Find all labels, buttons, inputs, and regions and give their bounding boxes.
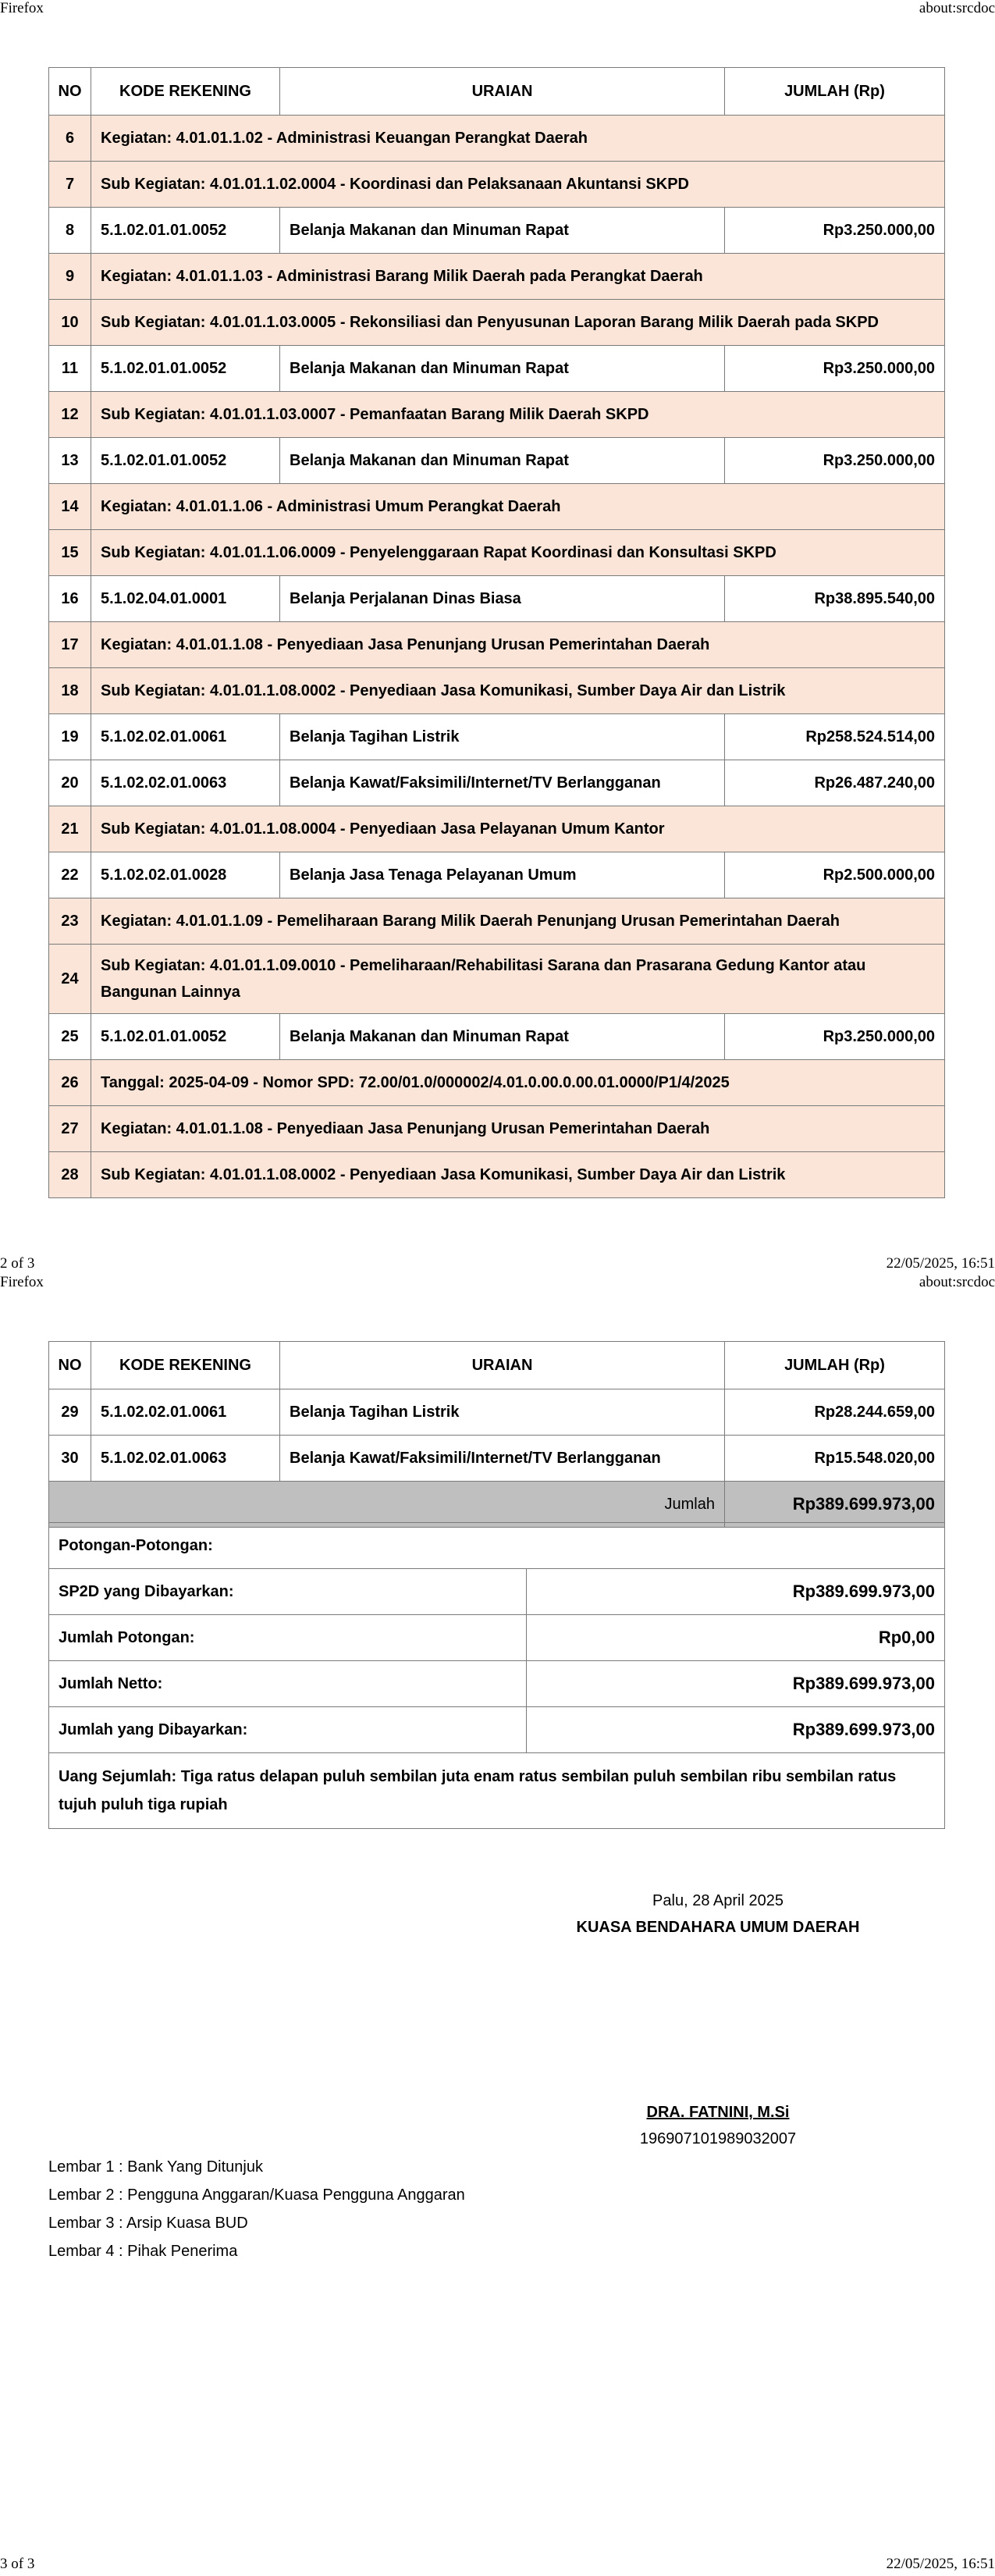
row-no: 19 [49, 714, 91, 760]
header-uraian: URAIAN [280, 68, 725, 116]
row-uraian: Belanja Makanan dan Minuman Rapat [280, 438, 725, 484]
table-row [49, 576, 945, 622]
row-no: 8 [49, 208, 91, 254]
table-header-row [49, 68, 945, 116]
row-no: 12 [49, 392, 91, 438]
row-kode: 5.1.02.02.01.0028 [91, 852, 280, 898]
row-kode: 5.1.02.04.01.0001 [91, 576, 280, 622]
row-group-text: Tanggal: 2025-04-09 - Nomor SPD: 72.00/01.0/000002/4.01.0.00.0.00.01.0000/P1/4/2025 [91, 1060, 945, 1106]
row-jumlah: Rp3.250.000,00 [725, 438, 945, 484]
row-no: 14 [49, 484, 91, 530]
row-no: 26 [49, 1060, 91, 1106]
summary-table [48, 1522, 945, 1829]
total-row [49, 1482, 945, 1528]
row-no: 17 [49, 622, 91, 668]
table-row [49, 852, 945, 898]
row-group-text: Sub Kegiatan: 4.01.01.1.08.0002 - Penyediaan Jasa Komunikasi, Sumber Daya Air dan Listrik [91, 668, 945, 714]
total-label: Jumlah [49, 1482, 725, 1528]
row-uraian: Belanja Makanan dan Minuman Rapat [280, 346, 725, 392]
row-jumlah: Rp3.250.000,00 [725, 208, 945, 254]
netto-value: Rp389.699.973,00 [527, 1661, 945, 1707]
row-group-text: Kegiatan: 4.01.01.1.03 - Administrasi Barang Milik Daerah pada Perangkat Daerah [91, 254, 945, 300]
row-no: 22 [49, 852, 91, 898]
row-jumlah: Rp258.524.514,00 [725, 714, 945, 760]
table-row [49, 530, 945, 576]
row-uraian: Belanja Makanan dan Minuman Rapat [280, 208, 725, 254]
table-row [49, 254, 945, 300]
table-row [49, 300, 945, 346]
row-group-text: Kegiatan: 4.01.01.1.09 - Pemeliharaan Barang Milik Daerah Penunjang Urusan Pemerintahan Daerah [91, 898, 945, 945]
row-jumlah: Rp3.250.000,00 [725, 346, 945, 392]
terbilang-row [49, 1753, 945, 1829]
page-number: 3 of 3 [0, 2556, 35, 2572]
row-group-text: Kegiatan: 4.01.01.1.02 - Administrasi Keuangan Perangkat Daerah [91, 116, 945, 162]
table-row [49, 1060, 945, 1106]
row-kode: 5.1.02.01.01.0052 [91, 1014, 280, 1060]
row-uraian: Belanja Tagihan Listrik [280, 714, 725, 760]
jumlah-potongan-label: Jumlah Potongan: [49, 1615, 527, 1661]
table-row [49, 806, 945, 852]
signature-name: DRA. FATNINI, M.Si [646, 2104, 790, 2121]
row-group-text: Sub Kegiatan: 4.01.01.1.02.0004 - Koordinasi dan Pelaksanaan Akuntansi SKPD [91, 162, 945, 208]
row-kode: 5.1.02.02.01.0063 [91, 760, 280, 806]
row-group-text: Sub Kegiatan: 4.01.01.1.08.0004 - Penyediaan Jasa Pelayanan Umum Kantor [91, 806, 945, 852]
potongan-label: Potongan-Potongan: [49, 1523, 945, 1569]
jumlah-potongan-value: Rp0,00 [527, 1615, 945, 1661]
sp2d-row [49, 1569, 945, 1615]
row-jumlah: Rp15.548.020,00 [725, 1436, 945, 1482]
row-group-text: Sub Kegiatan: 4.01.01.1.09.0010 - Pemeliharaan/Rehabilitasi Sarana dan Prasarana Gedung Kantor atau Bangunan Lainnya [91, 945, 945, 1014]
row-no: 7 [49, 162, 91, 208]
table-row [49, 1106, 945, 1152]
row-no: 15 [49, 530, 91, 576]
table-row [49, 484, 945, 530]
header-no: NO [49, 68, 91, 116]
table-row [49, 346, 945, 392]
table-row [49, 1436, 945, 1482]
row-no: 6 [49, 116, 91, 162]
netto-row [49, 1661, 945, 1707]
row-group-text: Sub Kegiatan: 4.01.01.1.08.0002 - Penyediaan Jasa Komunikasi, Sumber Daya Air dan Listrik [91, 1152, 945, 1198]
sp2d-value: Rp389.699.973,00 [527, 1569, 945, 1615]
header-uraian: URAIAN [280, 1342, 725, 1389]
row-no: 29 [49, 1389, 91, 1436]
row-group-text: Sub Kegiatan: 4.01.01.1.03.0005 - Rekonsiliasi dan Penyusunan Laporan Barang Milik Daerah pada SKPD [91, 300, 945, 346]
row-uraian: Belanja Tagihan Listrik [280, 1389, 725, 1436]
row-no: 21 [49, 806, 91, 852]
lembar-2: Lembar 2 : Pengguna Anggaran/Kuasa Pengguna Anggaran [48, 2186, 465, 2204]
rincian-table-page2 [48, 67, 945, 1198]
table-row [49, 1014, 945, 1060]
total-value: Rp389.699.973,00 [725, 1482, 945, 1528]
header-kode-rekening: KODE REKENING [91, 1342, 280, 1389]
browser-url-label: about:srcdoc [919, 0, 995, 16]
row-kode: 5.1.02.02.01.0061 [91, 714, 280, 760]
row-group-text: Kegiatan: 4.01.01.1.08 - Penyediaan Jasa Penunjang Urusan Pemerintahan Daerah [91, 1106, 945, 1152]
row-no: 24 [49, 945, 91, 1014]
row-jumlah: Rp28.244.659,00 [725, 1389, 945, 1436]
table-row [49, 208, 945, 254]
table-row [49, 1389, 945, 1436]
signature-nip: 196907101989032007 [639, 2130, 797, 2147]
row-kode: 5.1.02.01.01.0052 [91, 346, 280, 392]
rincian-table-page3 [48, 1341, 945, 1528]
dibayarkan-label: Jumlah yang Dibayarkan: [49, 1707, 527, 1753]
dibayarkan-row [49, 1707, 945, 1753]
table-row [49, 668, 945, 714]
row-jumlah: Rp38.895.540,00 [725, 576, 945, 622]
header-jumlah: JUMLAH (Rp) [725, 68, 945, 116]
table-row [49, 945, 945, 1014]
table-row [49, 760, 945, 806]
jumlah-potongan-row [49, 1615, 945, 1661]
potongan-row [49, 1523, 945, 1569]
table-row [49, 1152, 945, 1198]
row-no: 25 [49, 1014, 91, 1060]
row-kode: 5.1.02.01.01.0052 [91, 438, 280, 484]
signature-title: KUASA BENDAHARA UMUM DAERAH [576, 1919, 860, 1936]
page-number: 2 of 3 [0, 1255, 35, 1272]
sp2d-label: SP2D yang Dibayarkan: [49, 1569, 527, 1615]
lembar-1: Lembar 1 : Bank Yang Ditunjuk [48, 2158, 263, 2176]
row-no: 28 [49, 1152, 91, 1198]
row-uraian: Belanja Jasa Tenaga Pelayanan Umum [280, 852, 725, 898]
table-row [49, 438, 945, 484]
table-row [49, 392, 945, 438]
lembar-4: Lembar 4 : Pihak Penerima [48, 2243, 238, 2260]
row-kode: 5.1.02.02.01.0061 [91, 1389, 280, 1436]
row-jumlah: Rp2.500.000,00 [725, 852, 945, 898]
terbilang-text: Uang Sejumlah: Tiga ratus delapan puluh sembilan juta enam ratus sembilan puluh sembilan ribu sembilan ratus tujuh puluh tiga rupiah [49, 1753, 945, 1829]
row-group-text: Sub Kegiatan: 4.01.01.1.06.0009 - Penyelenggaraan Rapat Koordinasi dan Konsultasi SKPD [91, 530, 945, 576]
row-no: 27 [49, 1106, 91, 1152]
header-kode-rekening: KODE REKENING [91, 68, 280, 116]
row-no: 16 [49, 576, 91, 622]
header-jumlah: JUMLAH (Rp) [725, 1342, 945, 1389]
row-no: 18 [49, 668, 91, 714]
row-kode: 5.1.02.02.01.0063 [91, 1436, 280, 1482]
row-group-text: Sub Kegiatan: 4.01.01.1.03.0007 - Pemanfaatan Barang Milik Daerah SKPD [91, 392, 945, 438]
row-uraian: Belanja Kawat/Faksimili/Internet/TV Berlangganan [280, 760, 725, 806]
browser-app-label: Firefox [0, 1274, 44, 1290]
netto-label: Jumlah Netto: [49, 1661, 527, 1707]
row-group-text: Kegiatan: 4.01.01.1.08 - Penyediaan Jasa Penunjang Urusan Pemerintahan Daerah [91, 622, 945, 668]
row-no: 10 [49, 300, 91, 346]
row-no: 13 [49, 438, 91, 484]
print-timestamp: 22/05/2025, 16:51 [886, 2556, 995, 2572]
row-jumlah: Rp26.487.240,00 [725, 760, 945, 806]
header-no: NO [49, 1342, 91, 1389]
table-row [49, 622, 945, 668]
table-row [49, 162, 945, 208]
row-jumlah: Rp3.250.000,00 [725, 1014, 945, 1060]
row-kode: 5.1.02.01.01.0052 [91, 208, 280, 254]
dibayarkan-value: Rp389.699.973,00 [527, 1707, 945, 1753]
row-no: 23 [49, 898, 91, 945]
browser-url-label: about:srcdoc [919, 1274, 995, 1290]
table-row [49, 116, 945, 162]
row-no: 20 [49, 760, 91, 806]
signature-place-date: Palu, 28 April 2025 [652, 1892, 784, 1909]
lembar-3: Lembar 3 : Arsip Kuasa BUD [48, 2215, 248, 2232]
row-no: 9 [49, 254, 91, 300]
row-no: 30 [49, 1436, 91, 1482]
print-timestamp: 22/05/2025, 16:51 [886, 1255, 995, 1272]
table-row [49, 714, 945, 760]
browser-app-label: Firefox [0, 0, 44, 16]
table-row [49, 898, 945, 945]
row-no: 11 [49, 346, 91, 392]
row-uraian: Belanja Kawat/Faksimili/Internet/TV Berlangganan [280, 1436, 725, 1482]
row-uraian: Belanja Perjalanan Dinas Biasa [280, 576, 725, 622]
row-uraian: Belanja Makanan dan Minuman Rapat [280, 1014, 725, 1060]
row-group-text: Kegiatan: 4.01.01.1.06 - Administrasi Umum Perangkat Daerah [91, 484, 945, 530]
table-header-row [49, 1342, 945, 1389]
